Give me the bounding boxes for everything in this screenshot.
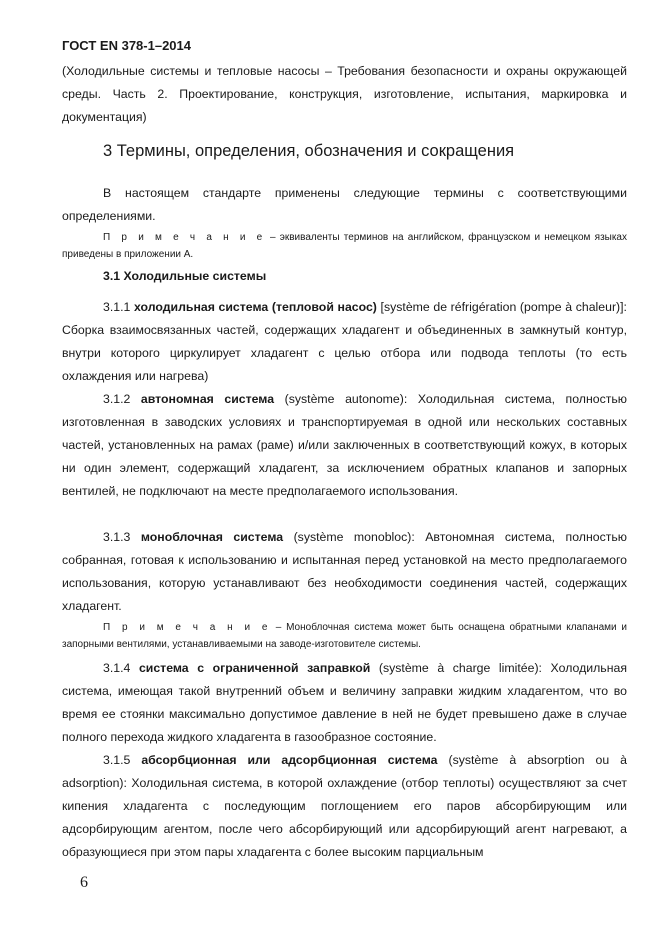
term-3-1-2 <box>62 388 627 503</box>
term-definition: (système à charge limitée): Холодильная система, имеющая такой внутренний объем и величину заправки жидким хладагентом, что во время ее стоянки максимально допустимое давление в ней не будет превышено даже в случае полного перехода жидкого хладагента в газообразное состояние. <box>62 661 627 744</box>
term-number: 3.1.2 <box>103 392 141 406</box>
term-3-1-1 <box>62 296 627 388</box>
note-2-label: П р и м е ч а н и е <box>103 622 271 633</box>
term-name: холодильная система (тепловой насос) <box>133 300 377 314</box>
term-number: 3.1.3 <box>103 530 141 544</box>
doc-code-header: ГОСТ EN 378-1–2014 <box>62 38 191 53</box>
term-3-1-3 <box>62 526 627 618</box>
intro-paragraph: В настоящем стандарте применены следующие термины с соответствующими определениями. <box>62 186 627 223</box>
term-name: система с ограниченной заправкой <box>138 661 371 675</box>
term-definition: (système autonome): Холодильная система, полностью изготовленная в заводских условиях и транспортируемая в одной или нескольких составных частей, установленных на рамах (раме) и/или заключенных в соответствующий кожух, в которых ни один элемент, содержащий хладагент, за исключением обратных клапанов и запорных вентилей, не подключают на месте предполагаемого использования. <box>62 392 627 498</box>
term-name: автономная система <box>140 392 275 406</box>
term-3-1-5 <box>62 749 627 864</box>
note-1-label: П р и м е ч а н и е <box>103 232 266 243</box>
term-name: абсорбционная или адсорбционная система <box>141 753 438 767</box>
note-2 <box>62 619 627 653</box>
note-1-text: – эквиваленты терминов на английском, французском и немецком языках приведены в приложении А. <box>62 232 627 260</box>
term-number: 3.1.4 <box>103 661 139 675</box>
term-definition: (système à absorption ou à adsorption): Холодильная система, в которой охлаждение (отбор теплоты) осуществляют за счет кипения хладагента с последующим поглощением его паров абсорбирующим или адсорбирующим агентом, после чего абсорбирующий или адсорбирующий агент нагревают, а образующиеся при этом пары хладагента с более высоким парциальным <box>62 753 627 859</box>
term-3-1-4 <box>62 657 627 749</box>
intro-text: (Холодильные системы и тепловые насосы – Требования безопасности и охраны окружающей среды. Часть 2. Проектирование, конструкция, изготовление, испытания, маркировка и документация) <box>62 64 627 124</box>
page-number: 6 <box>80 874 88 891</box>
term-number: 3.1.1 <box>103 300 134 314</box>
note-1 <box>62 229 627 263</box>
term-definition: [système de réfrigération (pompe à chaleur)]: Сборка взаимосвязанных частей, содержащих хладагент и объединенных в замкнутый контур, внутри которого циркулирует хладагент с целью отбора или подвода теплоты (то есть охлаждения или нагрева) <box>62 300 627 383</box>
section-title: 3 Термины, определения, обозначения и сокращения <box>103 142 515 160</box>
term-definition: (système monobloc): Автономная система, полностью собранная, готовая к использованию и испытанная перед установкой на место предполагаемого использования, которую устанавливают без необходимости соединения частей, содержащих хладагент. <box>62 530 627 613</box>
term-name: моноблочная система <box>140 530 284 544</box>
note-2-text: – Моноблочная система может быть оснащена обратными клапанами и запорными вентилями, устанавливаемыми на заводе-изготовителе системы. <box>62 622 627 650</box>
term-number: 3.1.5 <box>103 753 142 767</box>
subsection-title: 3.1 Холодильные системы <box>103 269 267 283</box>
